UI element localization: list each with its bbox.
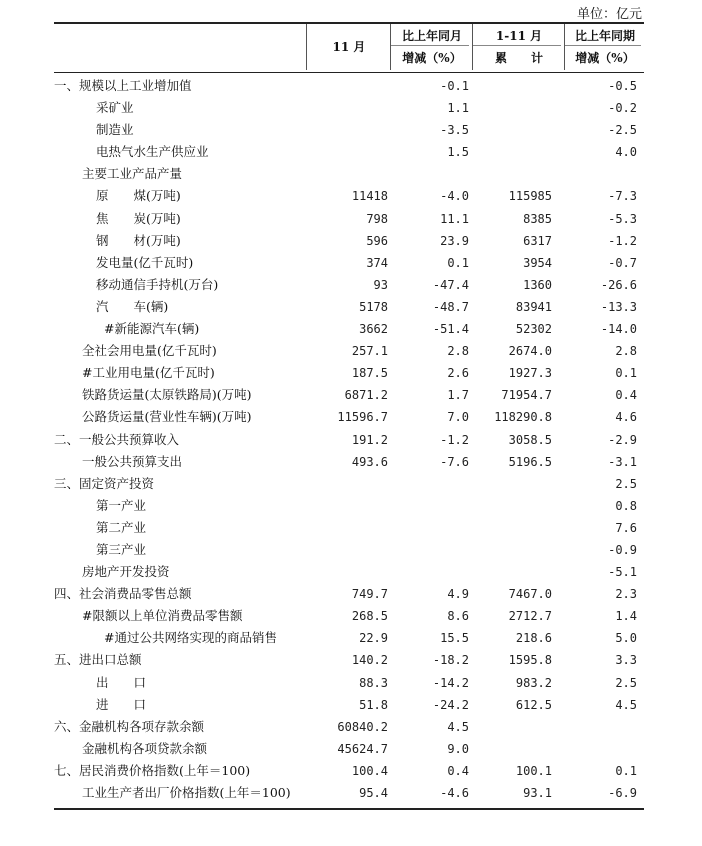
cell-v4: 5.0 xyxy=(615,631,637,646)
table-row xyxy=(54,252,644,274)
cell-v1: 3662 xyxy=(359,322,388,337)
cell-v2: 4.9 xyxy=(447,587,469,602)
cell-v1: 100.4 xyxy=(351,763,388,778)
table-row xyxy=(54,473,644,495)
cell-v2: 15.5 xyxy=(440,631,469,646)
cell-v4: 0.4 xyxy=(615,388,637,403)
row-label: #通过公共网络实现的商品销售 xyxy=(104,630,277,646)
cell-v1: 11596.7 xyxy=(337,410,388,425)
cell-v2: 4.5 xyxy=(447,719,469,734)
cell-v4: -13.3 xyxy=(600,299,637,314)
cell-v4: -2.9 xyxy=(608,432,637,447)
cell-v4: 3.3 xyxy=(615,653,637,668)
row-label: 移动通信手持机(万台) xyxy=(96,276,219,292)
row-label: 发电量(亿千瓦时) xyxy=(96,254,194,270)
header-cumulative-top: 1-11 月 xyxy=(495,29,543,43)
cell-v1: 374 xyxy=(366,255,388,270)
table-row xyxy=(54,517,644,539)
header-col-period-change xyxy=(564,24,645,70)
table-row xyxy=(54,429,644,451)
cell-v4: 0.8 xyxy=(615,498,637,513)
cell-v4: 2.8 xyxy=(615,344,637,359)
row-label: 第三产业 xyxy=(96,541,147,557)
cell-v4: 2.3 xyxy=(615,587,637,602)
row-label: 六、金融机构各项存款余额 xyxy=(54,718,205,734)
cell-v3: 2712.7 xyxy=(508,609,552,624)
row-label: 汽 车(辆) xyxy=(96,298,169,314)
row-label: 电热气水生产供应业 xyxy=(96,144,209,160)
cell-v1: 51.8 xyxy=(359,697,388,712)
row-label: 焦 炭(万吨) xyxy=(96,210,181,226)
table-row xyxy=(54,495,644,517)
cell-v2: 23.9 xyxy=(440,233,469,248)
table-row xyxy=(54,318,644,340)
cell-v3: 118290.8 xyxy=(494,410,552,425)
row-label: #工业用电量(亿千瓦时) xyxy=(82,365,215,381)
row-label: #限额以上单位消费品零售额 xyxy=(82,608,243,624)
header-month-change-top: 比上年同月 xyxy=(401,29,462,43)
cell-v2: -0.1 xyxy=(440,79,469,93)
cell-v2: 0.1 xyxy=(447,255,469,270)
cell-v2: -48.7 xyxy=(432,299,469,314)
cell-v3: 2674.0 xyxy=(508,344,552,359)
table-row xyxy=(54,97,644,119)
row-label: 采矿业 xyxy=(96,100,134,116)
table-row xyxy=(54,75,644,97)
cell-v2: -4.0 xyxy=(440,189,469,204)
cell-v1: 493.6 xyxy=(351,454,388,469)
table-row xyxy=(54,716,644,738)
row-label: 制造业 xyxy=(96,122,134,138)
table-row xyxy=(54,672,644,694)
cell-v1: 268.5 xyxy=(351,609,388,624)
table-row xyxy=(54,384,644,406)
unit-label: 单位：亿元 xyxy=(576,7,642,22)
row-label: 全社会用电量(亿千瓦时) xyxy=(82,343,217,359)
table-row xyxy=(54,119,644,141)
row-label: 房地产开发投资 xyxy=(82,564,170,580)
table-body xyxy=(54,75,644,804)
cell-v2: -18.2 xyxy=(432,653,469,668)
cell-v1: 798 xyxy=(366,211,388,226)
header-divider xyxy=(473,45,561,46)
header-bottom-rule xyxy=(54,72,644,73)
cell-v1: 88.3 xyxy=(359,675,388,690)
cell-v2: -24.2 xyxy=(432,697,469,712)
table-row xyxy=(54,141,644,163)
cell-v2: 11.1 xyxy=(440,211,469,226)
row-label: 金融机构各项贷款余额 xyxy=(82,740,208,756)
cell-v1: 749.7 xyxy=(351,587,388,602)
table-row xyxy=(54,738,644,760)
cell-v4: -5.3 xyxy=(608,211,637,226)
row-label: #新能源汽车(辆) xyxy=(104,321,200,337)
cell-v4: 1.4 xyxy=(615,609,637,624)
table-row xyxy=(54,694,644,716)
header-label-column xyxy=(54,24,306,70)
header-col-cumulative xyxy=(472,24,565,70)
cell-v3: 1927.3 xyxy=(508,366,552,381)
row-label: 四、社会消费品零售总额 xyxy=(54,586,192,602)
cell-v3: 983.2 xyxy=(515,675,552,690)
header-divider xyxy=(391,45,469,46)
cell-v4: -6.9 xyxy=(608,786,637,800)
cell-v1: 140.2 xyxy=(351,653,388,668)
table-row xyxy=(54,340,644,362)
header-divider xyxy=(565,45,641,46)
row-label: 二、一般公共预算收入 xyxy=(54,431,180,447)
cell-v1: 22.9 xyxy=(359,631,388,646)
cell-v3: 1595.8 xyxy=(508,653,552,668)
cell-v2: 2.6 xyxy=(447,366,469,381)
row-label: 第一产业 xyxy=(96,497,147,513)
cell-v4: -3.1 xyxy=(608,454,637,469)
cell-v4: -26.6 xyxy=(600,277,637,292)
cell-v2: 9.0 xyxy=(447,741,469,756)
cell-v1: 45624.7 xyxy=(337,741,388,756)
row-label: 钢 材(万吨) xyxy=(96,232,181,248)
cell-v4: -1.2 xyxy=(608,233,637,248)
cell-v3: 5196.5 xyxy=(508,454,552,469)
cell-v3: 93.1 xyxy=(523,786,552,800)
cell-v3: 83941 xyxy=(515,299,552,314)
cell-v3: 3058.5 xyxy=(508,432,552,447)
cell-v3: 52302 xyxy=(515,322,552,337)
row-label: 工业生产者出厂价格指数(上年＝100) xyxy=(82,785,291,800)
cell-v3: 115985 xyxy=(508,189,552,204)
table-row xyxy=(54,760,644,782)
cell-v4: 4.5 xyxy=(615,697,637,712)
cell-v2: -51.4 xyxy=(432,322,469,337)
table-row xyxy=(54,230,644,252)
row-label: 七、居民消费价格指数(上年＝100) xyxy=(54,762,251,778)
table-row xyxy=(54,649,644,671)
table-row xyxy=(54,406,644,428)
cell-v4: -0.7 xyxy=(608,255,637,270)
cell-v1: 93 xyxy=(373,277,388,292)
table-row xyxy=(54,451,644,473)
table-row xyxy=(54,362,644,384)
row-label: 出 口 xyxy=(96,674,147,690)
cell-v2: -7.6 xyxy=(440,454,469,469)
cell-v2: -1.2 xyxy=(440,432,469,447)
row-label: 第二产业 xyxy=(96,519,147,535)
cell-v4: -14.0 xyxy=(600,322,637,337)
cell-v2: 1.7 xyxy=(447,388,469,403)
cell-v4: 2.5 xyxy=(615,476,637,491)
header-period-change-bottom: 增减（%） xyxy=(575,51,635,65)
cell-v3: 7467.0 xyxy=(508,587,552,602)
table-row xyxy=(54,274,644,296)
cell-v3: 8385 xyxy=(523,211,552,226)
table-row xyxy=(54,627,644,649)
header-cumulative-bottom: 累 计 xyxy=(494,51,543,65)
cell-v3: 1360 xyxy=(523,277,552,292)
header-col-month xyxy=(306,24,391,70)
cell-v1: 95.4 xyxy=(359,786,388,800)
table-row xyxy=(54,185,644,207)
cell-v2: -4.6 xyxy=(440,786,469,800)
cell-v4: 0.1 xyxy=(615,366,637,381)
table-row xyxy=(54,561,644,583)
header-month-change-bottom: 增减（%） xyxy=(402,51,462,65)
cell-v4: -0.5 xyxy=(608,79,637,93)
cell-v1: 5178 xyxy=(359,299,388,314)
cell-v3: 218.6 xyxy=(515,631,552,646)
cell-v3: 71954.7 xyxy=(501,388,552,403)
row-label: 三、固定资产投资 xyxy=(54,475,155,491)
cell-v2: -47.4 xyxy=(432,277,469,292)
cell-v2: -3.5 xyxy=(440,123,469,138)
cell-v4: -0.9 xyxy=(608,542,637,557)
table-row xyxy=(54,163,644,185)
table-row xyxy=(54,539,644,561)
cell-v2: 8.6 xyxy=(447,609,469,624)
cell-v4: 2.5 xyxy=(615,675,637,690)
cell-v2: -14.2 xyxy=(432,675,469,690)
row-label: 五、进出口总额 xyxy=(54,652,142,668)
row-label: 原 煤(万吨) xyxy=(96,188,181,204)
row-label: 进 口 xyxy=(96,696,147,712)
cell-v4: 4.6 xyxy=(615,410,637,425)
table-header xyxy=(54,24,644,72)
header-month-label: 11 月 xyxy=(332,40,366,54)
cell-v2: 0.4 xyxy=(447,763,469,778)
cell-v2: 1.5 xyxy=(447,145,469,160)
cell-v4: 7.6 xyxy=(615,520,637,535)
row-label: 一般公共预算支出 xyxy=(82,453,183,469)
cell-v3: 612.5 xyxy=(515,697,552,712)
table-row xyxy=(54,583,644,605)
row-label: 公路货运量(营业性车辆)(万吨) xyxy=(82,409,252,425)
cell-v1: 11418 xyxy=(351,189,388,204)
cell-v4: 0.1 xyxy=(615,763,637,778)
table-row xyxy=(54,605,644,627)
cell-v2: 7.0 xyxy=(447,410,469,425)
cell-v4: 4.0 xyxy=(615,145,637,160)
cell-v1: 60840.2 xyxy=(337,719,388,734)
cell-v2: 2.8 xyxy=(447,344,469,359)
cell-v4: -2.5 xyxy=(608,123,637,138)
header-period-change-top: 比上年同期 xyxy=(574,29,635,43)
cell-v4: -5.1 xyxy=(608,565,637,580)
cell-v1: 596 xyxy=(366,233,388,248)
cell-v3: 6317 xyxy=(523,233,552,248)
table-row xyxy=(54,782,644,804)
table-bottom-rule xyxy=(54,808,644,810)
row-label: 主要工业产品产量 xyxy=(82,166,183,182)
header-col-month-change xyxy=(390,24,473,70)
row-label: 铁路货运量(太原铁路局)(万吨) xyxy=(82,387,252,403)
row-label: 一、规模以上工业增加值 xyxy=(54,78,192,93)
cell-v3: 100.1 xyxy=(515,763,552,778)
table-row xyxy=(54,296,644,318)
cell-v4: -7.3 xyxy=(608,189,637,204)
cell-v3: 3954 xyxy=(523,255,552,270)
cell-v1: 257.1 xyxy=(351,344,388,359)
cell-v4: -0.2 xyxy=(608,101,637,116)
table-row xyxy=(54,208,644,230)
cell-v2: 1.1 xyxy=(447,101,469,116)
cell-v1: 191.2 xyxy=(351,432,388,447)
cell-v1: 187.5 xyxy=(351,366,388,381)
cell-v1: 6871.2 xyxy=(344,388,388,403)
